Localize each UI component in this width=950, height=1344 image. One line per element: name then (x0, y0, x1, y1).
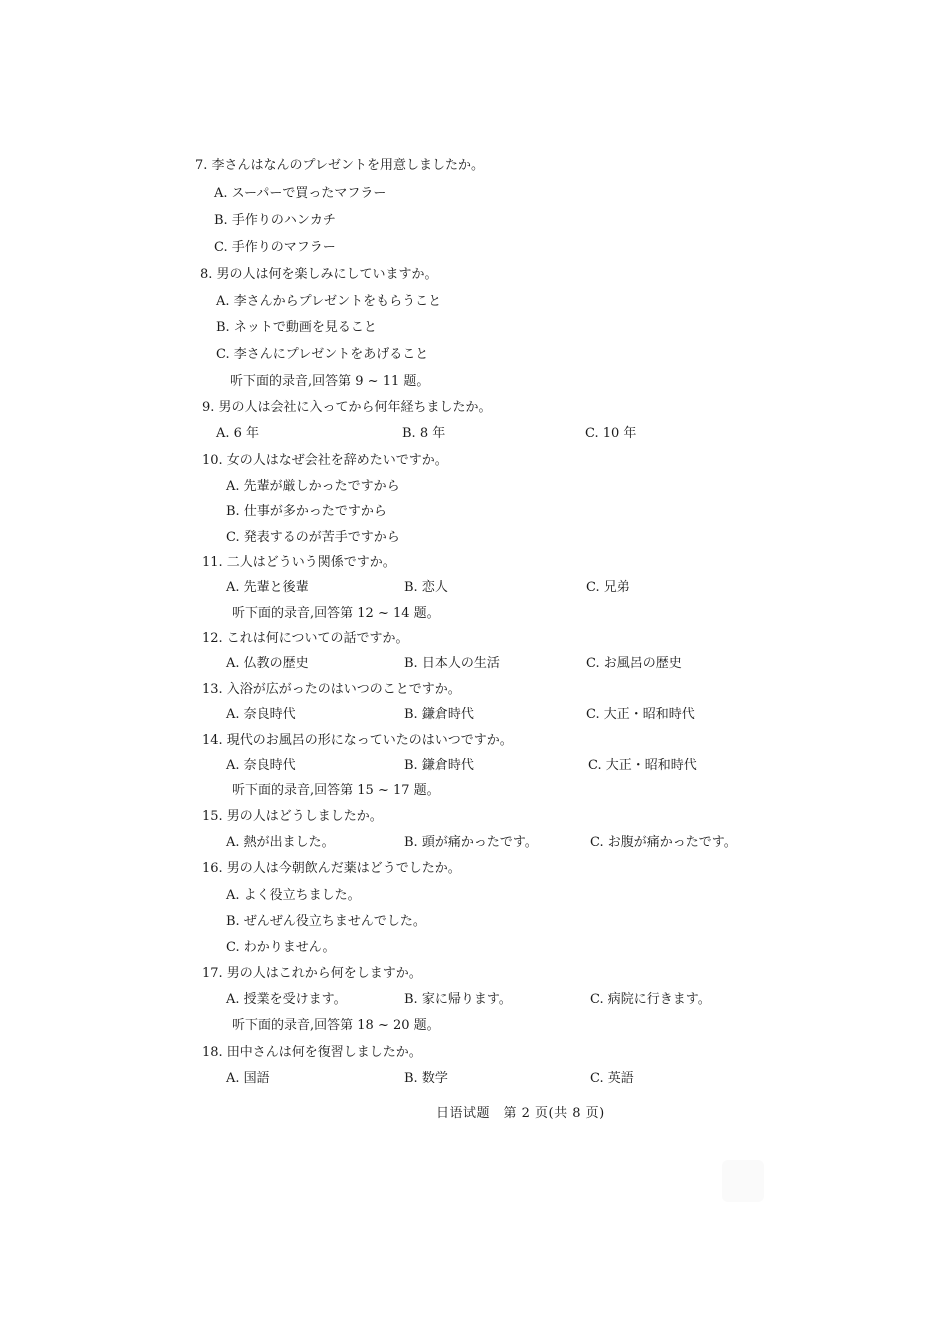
page-footer: 日语试题 第 2 页(共 8 页) (436, 1106, 605, 1121)
option-9a: A. 6 年 (216, 426, 260, 441)
option-15a: A. 熱が出ました。 (226, 835, 335, 850)
option-18c: C. 英語 (590, 1071, 634, 1086)
option-14b: B. 鎌倉時代 (404, 758, 474, 773)
question-15: 15. 男の人はどうしましたか。 (202, 809, 383, 824)
question-9: 9. 男の人は会社に入ってから何年経ちましたか。 (202, 400, 492, 415)
option-17a: A. 授業を受けます。 (226, 992, 347, 1007)
option-9c: C. 10 年 (585, 426, 637, 441)
option-13c: C. 大正・昭和時代 (586, 707, 695, 722)
option-13a: A. 奈良時代 (226, 707, 296, 722)
option-17b: B. 家に帰ります。 (404, 992, 512, 1007)
question-11: 11. 二人はどういう関係ですか。 (202, 555, 396, 570)
option-12a: A. 仏教の歴史 (226, 656, 309, 671)
question-17: 17. 男の人はこれから何をしますか。 (202, 966, 422, 981)
question-18: 18. 田中さんは何を復習しましたか。 (202, 1045, 422, 1060)
option-18a: A. 国語 (226, 1071, 270, 1086)
option-18b: B. 数学 (404, 1071, 448, 1086)
option-10c: C. 発表するのが苦手ですから (226, 530, 400, 545)
option-16a: A. よく役立ちました。 (226, 888, 361, 903)
option-8a: A. 李さんからプレゼントをもらうこと (216, 294, 442, 309)
option-7c: C. 手作りのマフラー (214, 240, 336, 255)
option-13b: B. 鎌倉時代 (404, 707, 474, 722)
option-11c: C. 兄弟 (586, 580, 630, 595)
option-10a: A. 先輩が厳しかったですから (226, 479, 400, 494)
option-15c: C. お腹が痛かったです。 (590, 835, 737, 850)
question-7: 7. 李さんはなんのプレゼントを用意しましたか。 (195, 158, 485, 173)
option-8c: C. 李さんにプレゼントをあげること (216, 347, 429, 362)
listening-instruction-9-11: 听下面的录音,回答第 9 ~ 11 题。 (230, 374, 430, 389)
option-16c: C. わかりません。 (226, 940, 336, 955)
option-16b: B. ぜんぜん役立ちませんでした。 (226, 914, 426, 929)
option-11b: B. 恋人 (404, 580, 448, 595)
option-14a: A. 奈良時代 (226, 758, 296, 773)
option-10b: B. 仕事が多かったですから (226, 504, 387, 519)
question-12: 12. これは何についての話ですか。 (202, 631, 409, 646)
option-8b: B. ネットで動画を見ること (216, 320, 377, 335)
option-12c: C. お風呂の歴史 (586, 656, 682, 671)
option-7a: A. スーパーで買ったマフラー (214, 186, 387, 201)
question-10: 10. 女の人はなぜ会社を辞めたいですか。 (202, 453, 448, 468)
option-12b: B. 日本人の生活 (404, 656, 500, 671)
scan-smudge (722, 1160, 764, 1202)
listening-instruction-18-20: 听下面的录音,回答第 18 ~ 20 题。 (232, 1018, 440, 1033)
option-14c: C. 大正・昭和時代 (588, 758, 697, 773)
option-15b: B. 頭が痛かったです。 (404, 835, 538, 850)
question-8: 8. 男の人は何を楽しみにしていますか。 (200, 267, 438, 282)
question-16: 16. 男の人は今朝飲んだ薬はどうでしたか。 (202, 861, 461, 876)
question-14: 14. 現代のお風呂の形になっていたのはいつですか。 (202, 733, 513, 748)
option-9b: B. 8 年 (402, 426, 446, 441)
option-17c: C. 病院に行きます。 (590, 992, 711, 1007)
listening-instruction-15-17: 听下面的录音,回答第 15 ~ 17 题。 (232, 783, 440, 798)
option-11a: A. 先輩と後輩 (226, 580, 309, 595)
option-7b: B. 手作りのハンカチ (214, 213, 336, 228)
question-13: 13. 入浴が広がったのはいつのことですか。 (202, 682, 461, 697)
listening-instruction-12-14: 听下面的录音,回答第 12 ~ 14 题。 (232, 606, 440, 621)
